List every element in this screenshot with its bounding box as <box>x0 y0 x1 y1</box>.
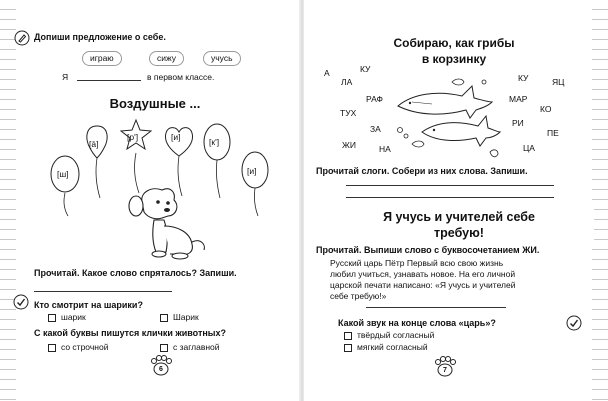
reading-answer-line[interactable] <box>366 307 506 308</box>
word-chip-1[interactable]: играю <box>82 51 122 66</box>
left-page <box>0 0 300 401</box>
check-circle-icon <box>13 294 29 310</box>
reading-text-line: царской печати написано: «Я учусь и учителей <box>330 280 516 290</box>
reading-text-line: любил учиться, узнавать новое. На его личной <box>330 269 516 279</box>
reading-instruction: Прочитай. Выпиши слово с буквосочетанием ЖИ. <box>316 245 540 255</box>
sentence-end: в первом классе. <box>147 72 215 82</box>
right-page <box>304 0 608 401</box>
sharks-illustration <box>392 72 502 160</box>
balloon-label-6: [и] <box>247 166 257 176</box>
syllable-right-2: ЯЦ <box>552 77 565 87</box>
task3-option-2: Шарик <box>173 312 199 322</box>
syllable-right-3: МАР <box>509 94 528 104</box>
syllable-right-4: КО <box>540 104 552 114</box>
balloons-title: Воздушные ... <box>109 96 201 111</box>
syllable-right-7: ЦА <box>523 143 535 153</box>
syllable-right-5: РИ <box>512 118 524 128</box>
answer-line-1[interactable] <box>346 185 554 186</box>
syllable-left-5: ТУХ <box>340 108 357 118</box>
balloon-label-1: [ш] <box>57 169 69 179</box>
syllable-left-6: ЗА <box>370 124 381 134</box>
option-checkbox[interactable] <box>344 332 352 340</box>
balloon-label-2: [а̄] <box>89 139 99 149</box>
sound-option-1: твёрдый согласный <box>357 330 435 340</box>
dog-illustration <box>122 182 212 262</box>
balloon-label-5: [к'] <box>209 137 220 147</box>
task4-question: С какой буквы пишутся клички животных? <box>34 328 226 338</box>
check-circle-icon <box>566 315 582 331</box>
task2-instruction: Прочитай. Какое слово спряталось? Запиши. <box>34 268 237 278</box>
reading-text-line: Русский царь Пётр Первый всю свою жизнь <box>330 258 504 268</box>
sentence-start: Я <box>62 72 69 82</box>
reading-text <box>330 258 588 302</box>
option-checkbox[interactable] <box>48 344 56 352</box>
word-chip-2[interactable]: сижу <box>149 51 184 66</box>
word-chip-3[interactable]: учусь <box>203 51 241 66</box>
page-number-left: 6 <box>159 366 163 373</box>
syllable-left-2: А <box>324 68 330 78</box>
answer-line-2[interactable] <box>346 197 554 198</box>
balloon-label-4: [и] <box>171 132 181 142</box>
task4-option-2: с заглавной <box>173 342 220 352</box>
syllable-left-1: КУ <box>360 64 371 74</box>
sentence-answer-line[interactable] <box>77 80 141 81</box>
syllable-left-4: РАФ <box>366 94 383 104</box>
sound-option-2: мягкий согласный <box>357 342 428 352</box>
balloon-label-3: [р'] <box>127 132 139 142</box>
option-checkbox[interactable] <box>48 314 56 322</box>
syllable-left-7: ЖИ <box>342 140 356 150</box>
option-checkbox[interactable] <box>160 344 168 352</box>
syllable-right-1: КУ <box>518 73 529 83</box>
task2-answer-line[interactable] <box>34 291 172 292</box>
task3-option-1: шарик <box>61 312 86 322</box>
page-number-right: 7 <box>443 367 447 374</box>
syllable-left-3: ЛА <box>341 77 353 87</box>
syllable-left-8: НА <box>379 144 391 154</box>
right-margin-lines <box>592 0 608 401</box>
pencil-icon <box>14 30 30 46</box>
option-checkbox[interactable] <box>344 344 352 352</box>
task4-option-1: со строчной <box>61 342 109 352</box>
syllable-right-6: ПЕ <box>547 128 559 138</box>
mushrooms-instruction: Прочитай слоги. Собери из них слова. Запиши. <box>316 166 528 176</box>
sound-question: Какой звук на конце слова «царь»? <box>338 318 496 328</box>
reading-title-line2: требую! <box>434 226 484 240</box>
left-margin-lines <box>0 0 16 401</box>
mushrooms-title-line2: в корзинку <box>421 52 487 66</box>
mushrooms-title-line1: Собираю, как грибы <box>393 36 515 50</box>
reading-title-line1: Я учусь и учителей себе <box>383 210 535 224</box>
task1-instruction: Допиши предложение о себе. <box>34 32 166 42</box>
reading-text-line: себе требую!» <box>330 291 387 301</box>
option-checkbox[interactable] <box>160 314 168 322</box>
task3-question: Кто смотрит на шарики? <box>34 300 143 310</box>
